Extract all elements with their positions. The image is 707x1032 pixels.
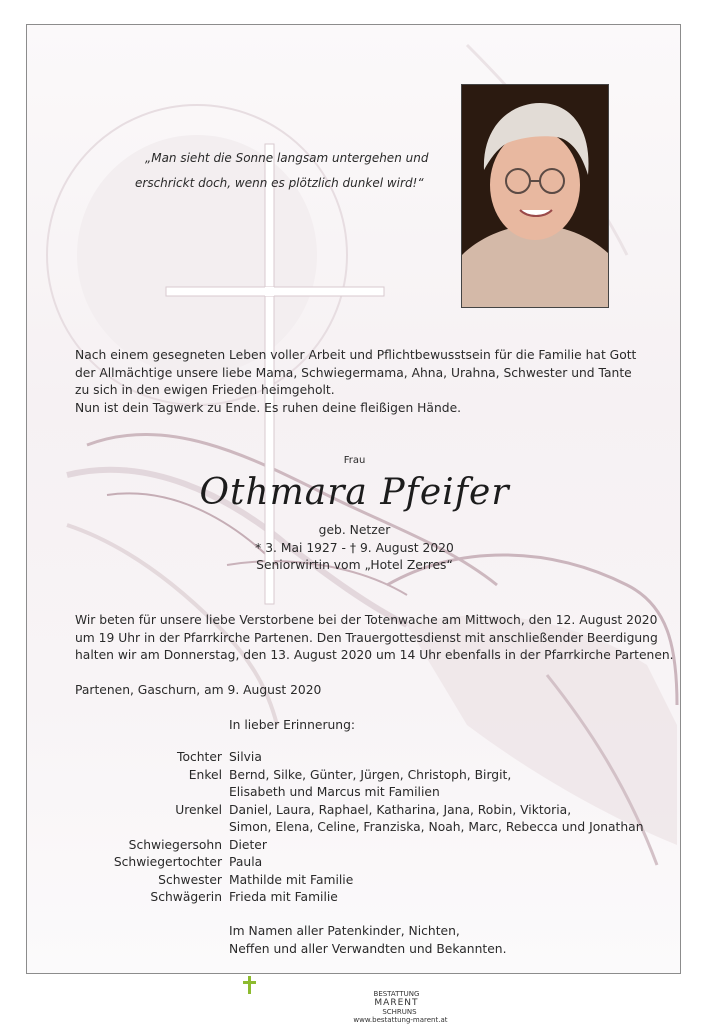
relative-value-urenkel-1: Daniel, Laura, Raphael, Katharina, Jana, Robin, Viktoria, — [229, 802, 572, 817]
footer — [0, 976, 707, 1024]
footer-location: SCHRUNS — [382, 1008, 417, 1016]
relative-value-schwester: Mathilde mit Familie — [229, 872, 354, 887]
quote-line-2: erschrickt doch, wenn es plötzlich dunkel wird!“ — [135, 176, 424, 190]
birth-name: geb. Netzer — [318, 523, 391, 537]
closing-line-1: Im Namen aller Patenkinder, Nichten, — [229, 924, 460, 938]
life-dates: * 3. Mai 1927 - † 9. August 2020 — [255, 540, 454, 555]
quote-line-1: „Man sieht die Sonne langsam untergehen und — [145, 151, 429, 165]
closing-line-2: Neffen und aller Verwandten und Bekannten. — [229, 941, 507, 956]
funeral-home-logo-icon — [242, 974, 258, 996]
relative-value-tochter: Silvia — [229, 750, 262, 764]
relative-label-urenkel: Urenkel — [175, 802, 222, 817]
relative-value-enkel-2: Elisabeth und Marcus mit Familien — [229, 785, 440, 799]
relative-label-tochter: Tochter — [177, 750, 222, 764]
relative-label-schwiegertochter: Schwiegertochter — [113, 855, 222, 869]
service-line-1: Wir beten für unsere liebe Verstorbene bei der Totenwache am Mittwoch, den 12. August 2020 — [75, 613, 658, 627]
deceased-name: Othmara Pfeifer — [199, 472, 510, 513]
intro-line-1: Nach einem gesegneten Leben voller Arbeit und Pflichtbewusstsein für die Familie hat Gott — [75, 348, 637, 362]
relative-label-schwiegersohn: Schwiegersohn — [128, 837, 222, 852]
footer-brand-prefix: BESTATTUNG — [373, 990, 420, 998]
obituary-card — [26, 24, 681, 974]
place-date: Partenen, Gaschurn, am 9. August 2020 — [75, 683, 322, 697]
intro-line-4: Nun ist dein Tagwerk zu Ende. Es ruhen deine fleißigen Hände. — [75, 400, 462, 415]
intro-line-3: zu sich in den ewigen Frieden heimgeholt. — [75, 383, 335, 397]
salutation: Frau — [343, 455, 366, 466]
relative-value-schwiegertochter: Paula — [229, 855, 263, 869]
relative-label-enkel: Enkel — [188, 767, 222, 782]
relative-value-schwiegersohn: Dieter — [229, 837, 267, 852]
deceased-role: Seniorwirtin vom „Hotel Zerres“ — [256, 558, 453, 572]
intro-line-2: der Allmächtige unsere liebe Mama, Schwiegermama, Ahna, Urahna, Schwester und Tante — [75, 365, 632, 380]
relatives-list — [27, 25, 681, 974]
memory-heading: In lieber Erinnerung: — [229, 718, 356, 732]
relative-label-schwester: Schwester — [158, 872, 222, 887]
relative-value-urenkel-2: Simon, Elena, Celine, Franziska, Noah, Marc, Rebecca und Jonathan — [229, 820, 644, 834]
footer-url[interactable]: www.bestattung-marent.at — [353, 1016, 448, 1024]
footer-brand — [262, 982, 522, 1032]
footer-brand-name: MARENT — [374, 998, 419, 1008]
relative-label-schwaegerin: Schwägerin — [150, 890, 222, 904]
service-line-3: halten wir am Donnerstag, den 13. August 2020 um 14 Uhr ebenfalls in der Pfarrkirche Partenen. — [75, 648, 674, 662]
service-line-2: um 19 Uhr in der Pfarrkirche Partenen. Den Trauergottesdienst mit anschließender Beerdigung — [75, 630, 658, 645]
relative-value-enkel-1: Bernd, Silke, Günter, Jürgen, Christoph, Birgit, — [229, 767, 512, 782]
relative-value-schwaegerin: Frieda mit Familie — [229, 890, 338, 904]
